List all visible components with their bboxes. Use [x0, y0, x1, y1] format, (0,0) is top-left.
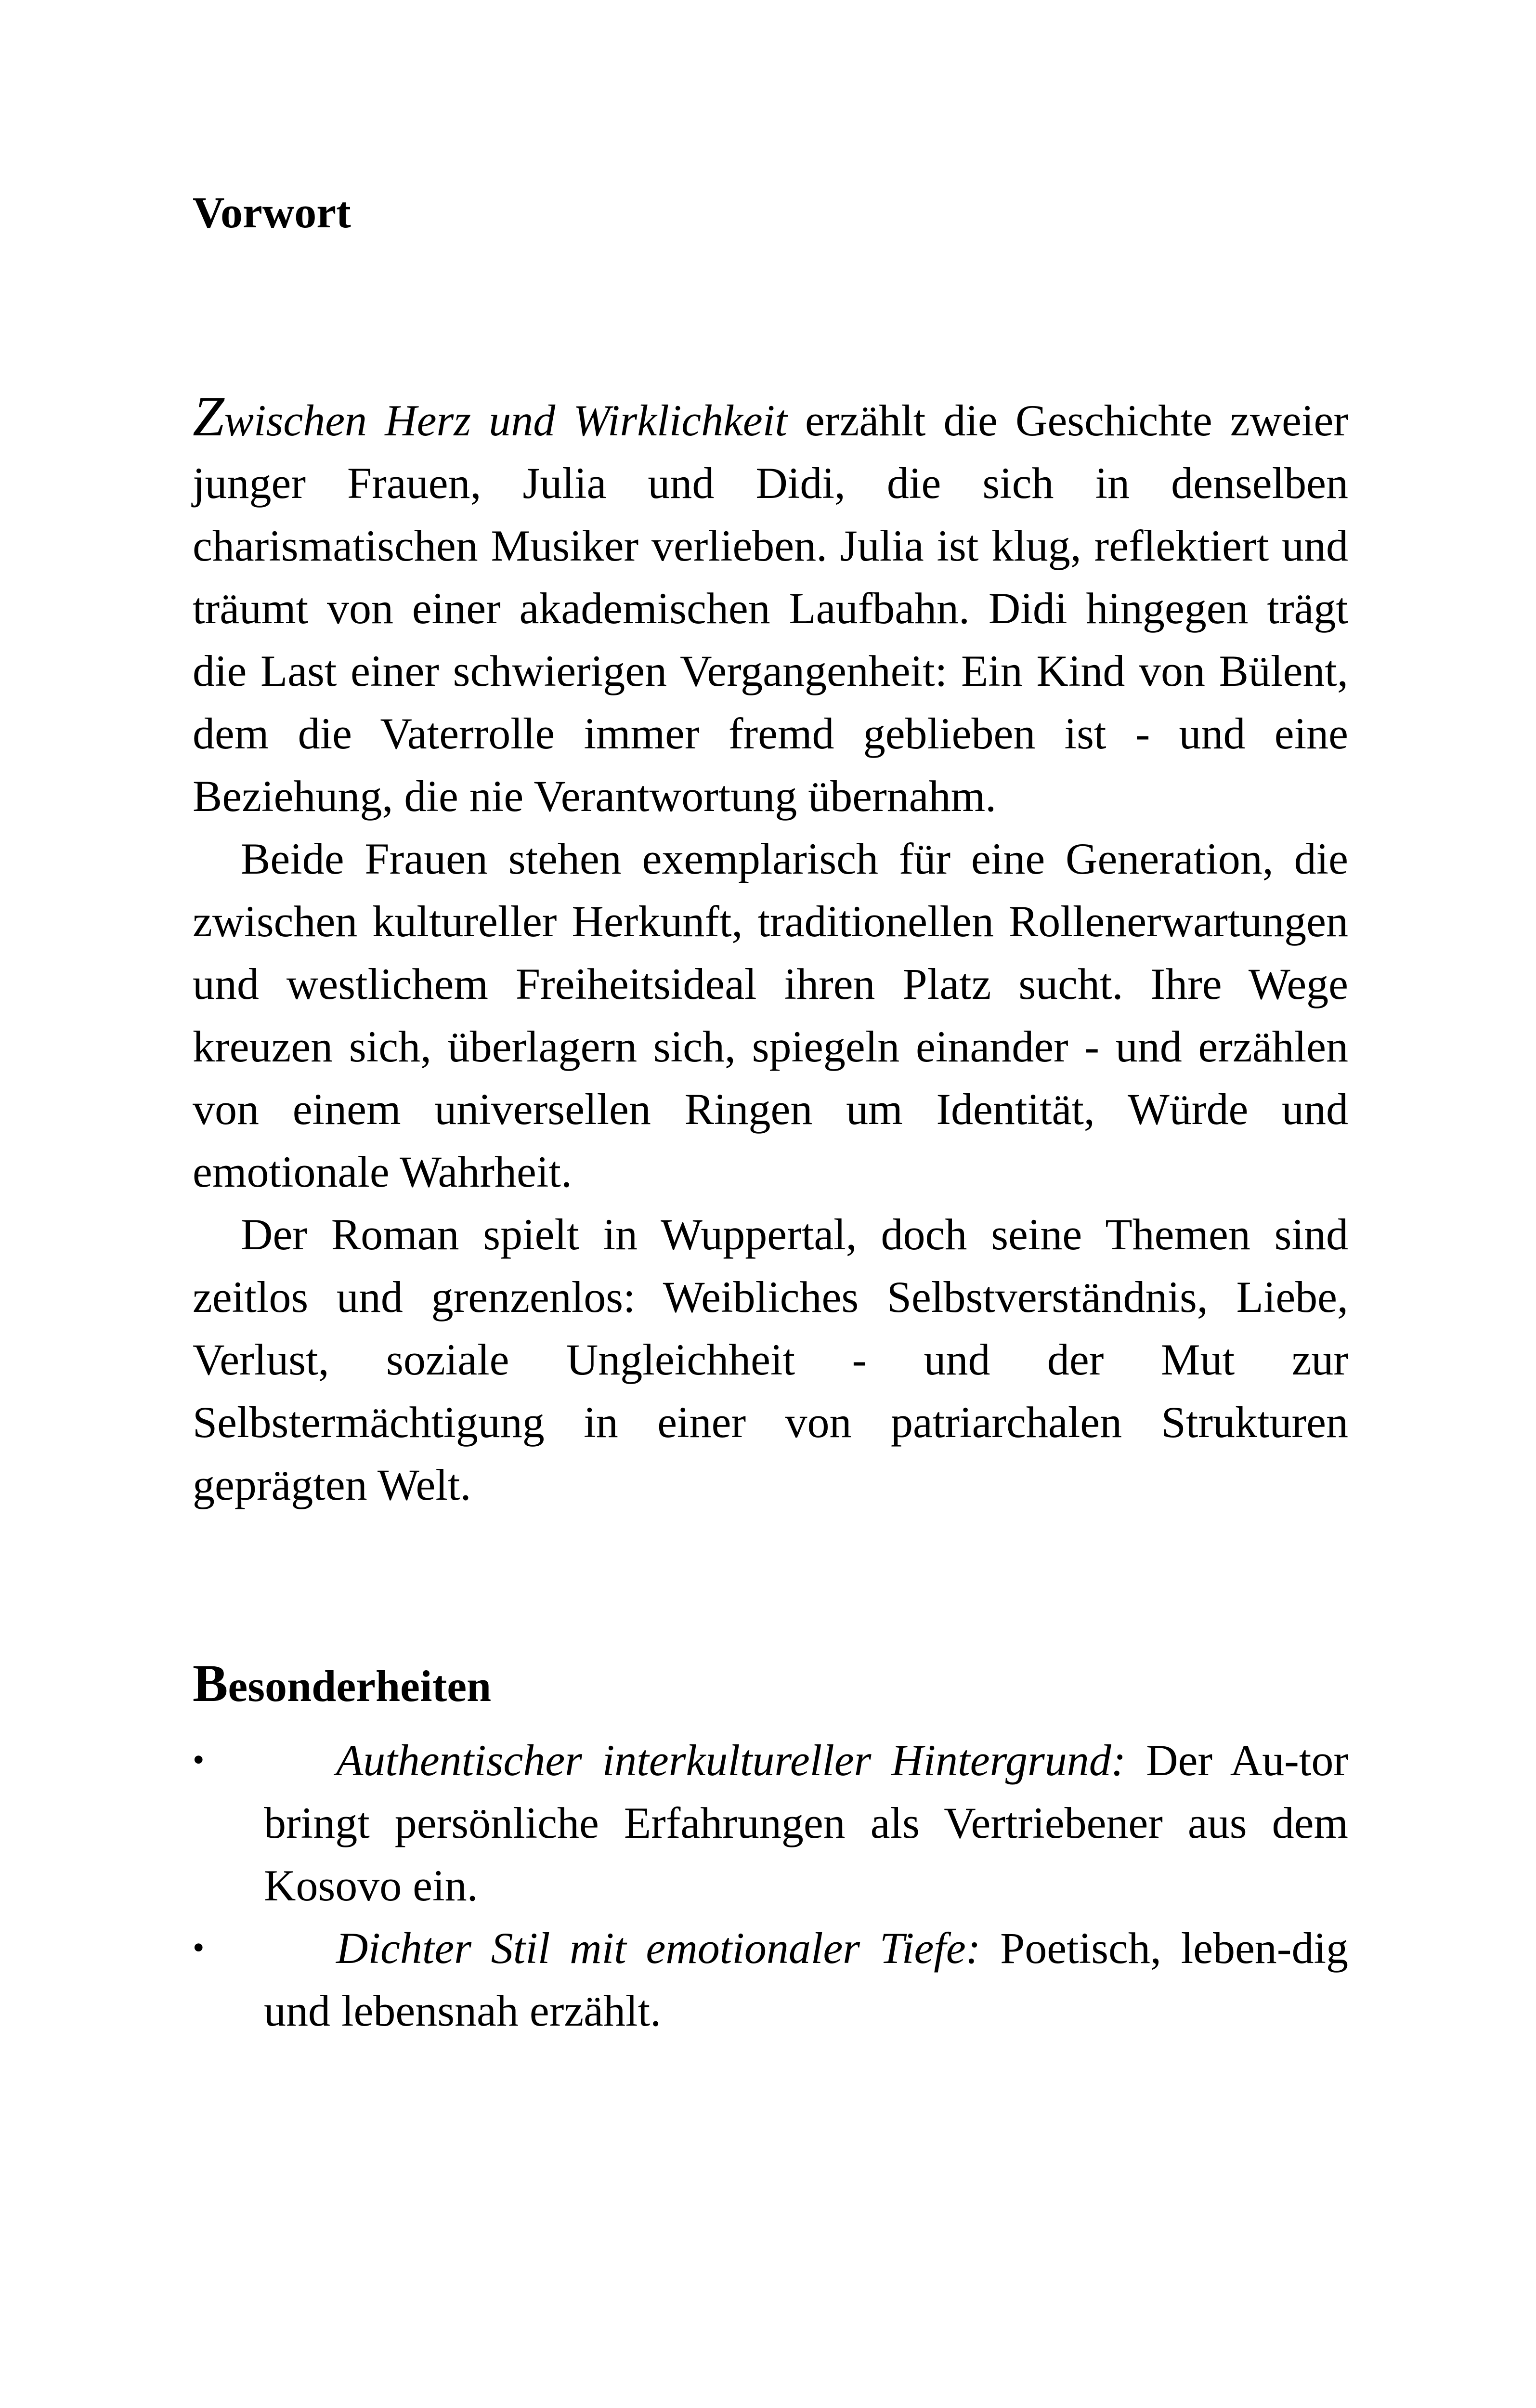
section-heading-rest: esonderheiten	[228, 1662, 492, 1711]
list-item	[193, 1917, 1348, 2042]
page-title: Vorwort	[193, 188, 351, 237]
paragraph-setting: Der Roman spielt in Wuppertal, doch seine Themen sind zeitlos und grenzenlos: Weibliches Selbstverständnis, Liebe, Verlust, soziale Ungleichheit - und der Mut zur Selbstermächtigung in einer von patriarchalen Strukturen geprägten Welt.	[193, 1210, 1348, 1509]
paragraph-generation: Beide Frauen stehen exemplarisch für eine Generation, die zwischen kultureller Herkunft, traditionellen Rollenerwartungen und westlichem Freiheitsideal ihren Platz sucht. Ihre Wege kreuzen sich, überlagern sich, spiegeln einander - und erzählen von einem universellen Ringen um Identität, Würde und emotionale Wahrheit.	[193, 834, 1348, 1196]
book-title-initial: Z	[193, 385, 224, 448]
section-heading-initial: B	[193, 1654, 228, 1713]
intro-text: erzählt die Geschichte zweier junger Frauen, Julia und Didi, die sich in denselben charismatischen Musiker verlieben. Julia ist klug, reflektiert und träumt von einer akademischen Laufbahn. Didi hingegen trägt die Last einer schwierigen Vergangenheit: Ein Kind von Bülent, dem die Vaterrolle immer fremd geblieben ist - und eine Beziehung, die nie Verantwortung übernahm.	[193, 396, 1348, 821]
bullet-icon: •	[193, 1929, 205, 1966]
list-item-text: Der Au-tor bringt persönliche Erfahrungen als Vertriebener aus dem Kosovo ein.	[264, 1736, 1349, 1910]
features-list	[193, 1729, 1348, 2042]
section-heading	[193, 1654, 492, 1713]
foreword-body	[193, 385, 1348, 1516]
list-item	[193, 1729, 1348, 1917]
book-page	[193, 0, 1348, 2408]
list-item-text: Poetisch, leben-dig und lebensnah erzählt.	[264, 1924, 1349, 2035]
list-item-lead: Authentischer interkultureller Hintergrund:	[336, 1736, 1126, 1785]
book-title: wischen Herz und Wirklichkeit	[224, 396, 787, 445]
bullet-icon: •	[193, 1741, 205, 1779]
intro-paragraph	[193, 385, 1348, 827]
list-item-lead: Dichter Stil mit emotionaler Tiefe:	[336, 1924, 981, 1973]
